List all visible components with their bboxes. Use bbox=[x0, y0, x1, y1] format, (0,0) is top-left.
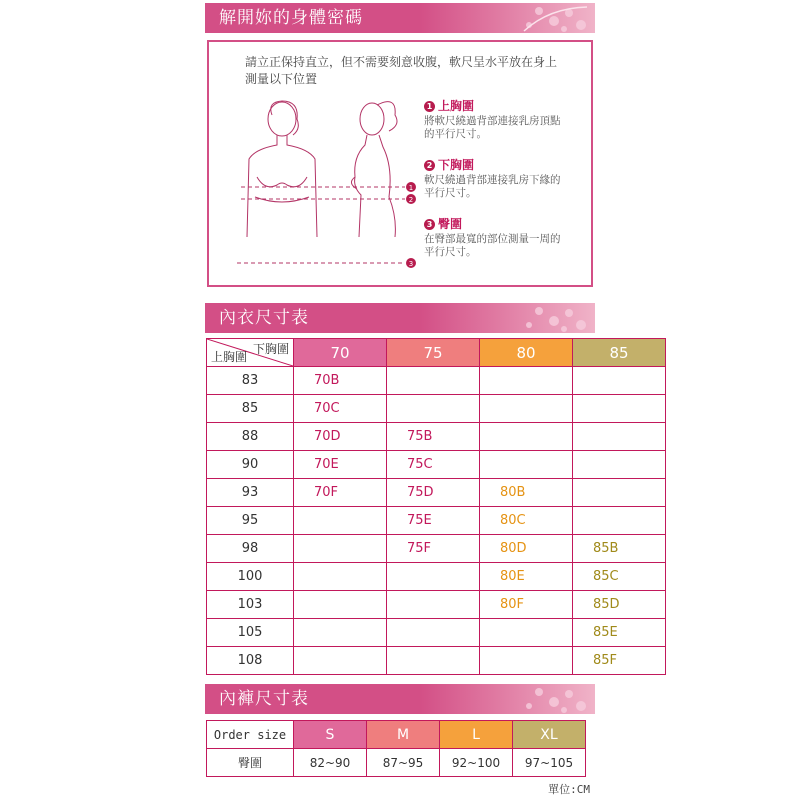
size-cell bbox=[387, 395, 480, 423]
section-header-panties bbox=[205, 684, 595, 714]
size-cell: 75F bbox=[387, 535, 480, 563]
table-row bbox=[207, 479, 666, 507]
corner-underbust-label: 下胸圍 bbox=[252, 342, 289, 356]
marker-1: 1 bbox=[408, 184, 414, 192]
section-header-measure bbox=[205, 3, 595, 33]
row-label: 93 bbox=[207, 479, 294, 507]
row-label: 100 bbox=[207, 563, 294, 591]
number-badge-icon: 1 bbox=[424, 101, 435, 112]
size-cell: 70E bbox=[294, 451, 387, 479]
table-corner bbox=[207, 339, 294, 367]
size-cell bbox=[387, 563, 480, 591]
size-cell: 75D bbox=[387, 479, 480, 507]
floral-ornament-icon bbox=[469, 303, 589, 333]
row-label: 83 bbox=[207, 367, 294, 395]
measurement-notes bbox=[424, 100, 589, 277]
size-cell bbox=[480, 395, 573, 423]
measurement-panel bbox=[207, 40, 593, 287]
column-header: 70 bbox=[294, 339, 387, 367]
size-cell: 85E bbox=[573, 619, 666, 647]
size-cell bbox=[573, 367, 666, 395]
section-title: 內褲尺寸表 bbox=[219, 689, 309, 709]
size-header: M bbox=[367, 721, 440, 749]
size-cell: 85F bbox=[573, 647, 666, 675]
size-cell: 75E bbox=[387, 507, 480, 535]
hip-label: 臀圍 bbox=[207, 749, 294, 777]
size-cell bbox=[294, 507, 387, 535]
size-cell: 80C bbox=[480, 507, 573, 535]
column-header: 75 bbox=[387, 339, 480, 367]
size-cell bbox=[387, 591, 480, 619]
number-badge-icon: 3 bbox=[424, 219, 435, 230]
size-cell: 80E bbox=[480, 563, 573, 591]
size-cell: 85B bbox=[573, 535, 666, 563]
size-cell bbox=[480, 423, 573, 451]
size-cell: 85D bbox=[573, 591, 666, 619]
size-cell bbox=[480, 451, 573, 479]
size-cell: 70F bbox=[294, 479, 387, 507]
column-header: 85 bbox=[573, 339, 666, 367]
row-label: 98 bbox=[207, 535, 294, 563]
note-underbust: 2 下胸圍 軟尺繞過背部連接乳房下緣的 平行尺寸。 bbox=[424, 158, 561, 199]
size-cell: 75C bbox=[387, 451, 480, 479]
table-cell: 92~100 bbox=[440, 749, 513, 777]
size-cell bbox=[573, 479, 666, 507]
size-cell: 70C bbox=[294, 395, 387, 423]
row-label: 95 bbox=[207, 507, 294, 535]
section-header-bra bbox=[205, 303, 595, 333]
size-header: XL bbox=[513, 721, 586, 749]
floral-ornament-icon bbox=[469, 684, 589, 714]
marker-3: 3 bbox=[408, 260, 414, 268]
row-label: 105 bbox=[207, 619, 294, 647]
table-header-row bbox=[207, 339, 666, 367]
size-cell bbox=[573, 395, 666, 423]
size-cell bbox=[480, 367, 573, 395]
size-cell bbox=[573, 451, 666, 479]
size-cell: 80D bbox=[480, 535, 573, 563]
table-row bbox=[207, 367, 666, 395]
size-cell bbox=[294, 563, 387, 591]
number-badge-icon: 2 bbox=[424, 160, 435, 171]
size-cell bbox=[294, 647, 387, 675]
size-cell bbox=[480, 647, 573, 675]
table-cell: 97~105 bbox=[513, 749, 586, 777]
size-cell: 70B bbox=[294, 367, 387, 395]
table-cell: 87~95 bbox=[367, 749, 440, 777]
size-cell bbox=[294, 619, 387, 647]
measurement-intro: 請立正保持直立，但不需要刻意收腹，軟尺呈水平放在身上 測量以下位置 bbox=[245, 55, 558, 86]
size-cell: 80F bbox=[480, 591, 573, 619]
table-row bbox=[207, 423, 666, 451]
table-header-row bbox=[207, 721, 586, 749]
size-cell: 85C bbox=[573, 563, 666, 591]
size-cell bbox=[573, 507, 666, 535]
note-bust: 1 上胸圍 將軟尺繞過背部連接乳房頂點 的平行尺寸。 bbox=[424, 99, 561, 140]
corner-bust-label: 上胸圍 bbox=[211, 350, 248, 364]
table-row bbox=[207, 451, 666, 479]
table-row bbox=[207, 563, 666, 591]
floral-ornament-icon bbox=[469, 3, 589, 33]
table-row bbox=[207, 647, 666, 675]
size-cell bbox=[573, 423, 666, 451]
panties-size-table bbox=[206, 720, 586, 777]
order-size-label: Order size bbox=[207, 721, 294, 749]
row-label: 88 bbox=[207, 423, 294, 451]
table-cell: 82~90 bbox=[294, 749, 367, 777]
size-cell bbox=[387, 647, 480, 675]
marker-2: 2 bbox=[408, 196, 414, 204]
table-row bbox=[207, 395, 666, 423]
size-cell: 80B bbox=[480, 479, 573, 507]
table-row bbox=[207, 591, 666, 619]
table-row bbox=[207, 507, 666, 535]
body-figures-illustration bbox=[227, 97, 427, 272]
size-cell: 75B bbox=[387, 423, 480, 451]
size-cell: 70D bbox=[294, 423, 387, 451]
size-cell bbox=[294, 591, 387, 619]
table-row bbox=[207, 749, 586, 777]
row-label: 103 bbox=[207, 591, 294, 619]
note-hip: 3 臀圍 在臀部最寬的部位測量一周的 平行尺寸。 bbox=[424, 217, 561, 258]
size-header: L bbox=[440, 721, 513, 749]
size-cell bbox=[480, 619, 573, 647]
row-label: 90 bbox=[207, 451, 294, 479]
size-cell bbox=[387, 367, 480, 395]
table-row bbox=[207, 619, 666, 647]
row-label: 85 bbox=[207, 395, 294, 423]
column-header: 80 bbox=[480, 339, 573, 367]
size-header: S bbox=[294, 721, 367, 749]
section-title: 解開妳的身體密碼 bbox=[219, 8, 363, 28]
section-title: 內衣尺寸表 bbox=[219, 308, 309, 328]
size-cell bbox=[387, 619, 480, 647]
bra-size-table bbox=[206, 338, 666, 675]
table-row bbox=[207, 535, 666, 563]
row-label: 108 bbox=[207, 647, 294, 675]
unit-label: 單位:CM bbox=[548, 783, 590, 796]
size-cell bbox=[294, 535, 387, 563]
